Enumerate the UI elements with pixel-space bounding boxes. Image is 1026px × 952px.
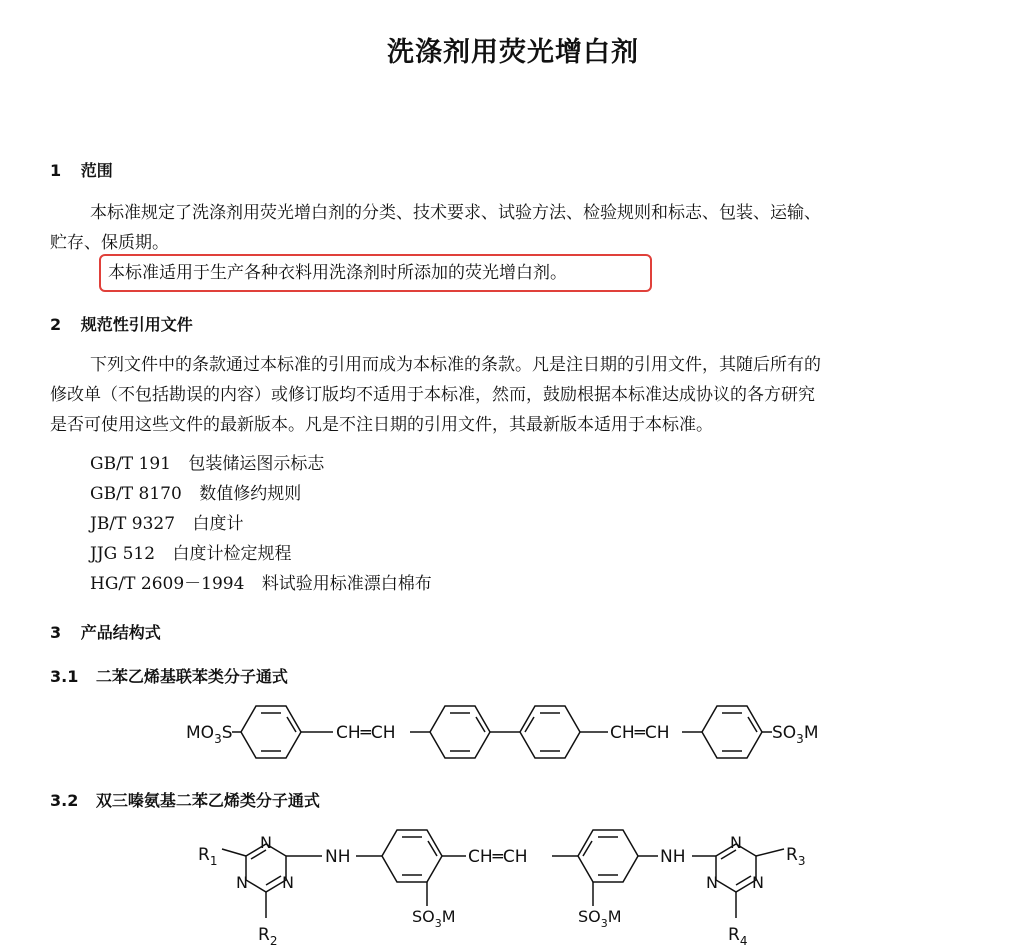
section-title: 范围 — [80, 161, 113, 180]
stilbene-biphenyl-structure — [0, 695, 1026, 775]
section-1-paragraph-line: 贮存、保质期。 — [50, 233, 169, 253]
section-title: 产品结构式 — [80, 623, 161, 642]
section-number: 3 — [50, 623, 62, 642]
section-2-paragraph-line: 是否可使用这些文件的最新版本。凡是不注日期的引用文件，其最新版本适用于本标准。 — [50, 415, 713, 435]
subsection-number: 3.1 — [50, 667, 79, 686]
nitrogen-atom: N — [752, 873, 764, 892]
subsection-number: 3.2 — [50, 791, 79, 810]
section-2-paragraph-line: 下列文件中的条款通过本标准的引用而成为本标准的条款。凡是注日期的引用文件，其随后所有的 — [90, 355, 821, 375]
benzene-ring — [520, 706, 580, 758]
vinylene-linker: CH═CH — [468, 847, 528, 867]
subsection-3-2-heading — [50, 788, 320, 811]
nitrogen-atom: N — [730, 833, 742, 852]
sulfonate-group: $SO_3M$ — [412, 907, 456, 930]
subsection-3-1-heading — [50, 664, 288, 687]
section-2-heading — [50, 312, 193, 335]
sulfonate-group-right: $SO_3M$ — [772, 723, 819, 746]
reference-name: 料试验用标准漂白棉布 — [261, 574, 432, 594]
reference-name: 白度计检定规程 — [172, 544, 292, 564]
amino-linker: NH — [325, 847, 351, 867]
reference-name: 白度计 — [192, 514, 244, 534]
sulfonate-group-left: $MO_3S$ — [186, 723, 233, 746]
triazinylamino-stilbene-structure — [0, 818, 1026, 952]
document-title: 洗涤剂用荧光增白剂 — [387, 37, 639, 68]
benzene-ring — [578, 830, 638, 882]
reference-code: GB/T 8170 — [90, 484, 182, 504]
reference-item — [90, 449, 324, 474]
reference-item — [90, 569, 432, 594]
nitrogen-atom: N — [260, 833, 272, 852]
reference-code: HG/T 2609－1994 — [90, 574, 245, 594]
reference-name: 包装储运图示标志 — [188, 454, 325, 474]
section-1-heading — [50, 158, 113, 181]
benzene-ring — [430, 706, 490, 758]
r1-substituent: $R_1$ — [198, 845, 218, 868]
reference-name: 数值修约规则 — [199, 484, 302, 504]
reference-item — [90, 509, 243, 534]
vinylene-linker: CH═CH — [610, 723, 670, 743]
reference-item — [90, 479, 301, 504]
nitrogen-atom: N — [236, 873, 248, 892]
section-1-paragraph-line: 本标准规定了洗涤剂用荧光增白剂的分类、技术要求、试验方法、检验规则和标志、包装、运输、 — [90, 203, 821, 223]
nitrogen-atom: N — [706, 873, 718, 892]
section-2-paragraph-line: 修改单（不包括勘误的内容）或修订版均不适用于本标准，然而，鼓励根据本标准达成协议的各方研究 — [50, 385, 815, 405]
highlighted-sentence: 本标准适用于生产各种衣料用洗涤剂时所添加的荧光增白剂。 — [108, 263, 567, 283]
subsection-title: 双三嗪氨基二苯乙烯类分子通式 — [95, 791, 320, 810]
reference-code: GB/T 191 — [90, 454, 171, 474]
nitrogen-atom: N — [282, 873, 294, 892]
section-number: 2 — [50, 315, 62, 334]
benzene-ring — [382, 830, 442, 882]
section-3-heading — [50, 620, 161, 643]
reference-code: JB/T 9327 — [90, 514, 176, 534]
benzene-ring — [241, 706, 301, 758]
amino-linker: NH — [660, 847, 686, 867]
section-title: 规范性引用文件 — [80, 315, 193, 334]
sulfonate-group: $SO_3M$ — [578, 907, 622, 930]
benzene-ring — [702, 706, 762, 758]
reference-item — [90, 539, 291, 564]
reference-code: JJG 512 — [90, 544, 156, 564]
subsection-title: 二苯乙烯基联苯类分子通式 — [95, 667, 288, 686]
r2-substituent: $R_2$ — [258, 925, 278, 948]
r3-substituent: $R_3$ — [786, 845, 806, 868]
vinylene-linker: CH═CH — [336, 723, 396, 743]
r4-substituent: $R_4$ — [728, 925, 748, 948]
section-number: 1 — [50, 161, 62, 180]
